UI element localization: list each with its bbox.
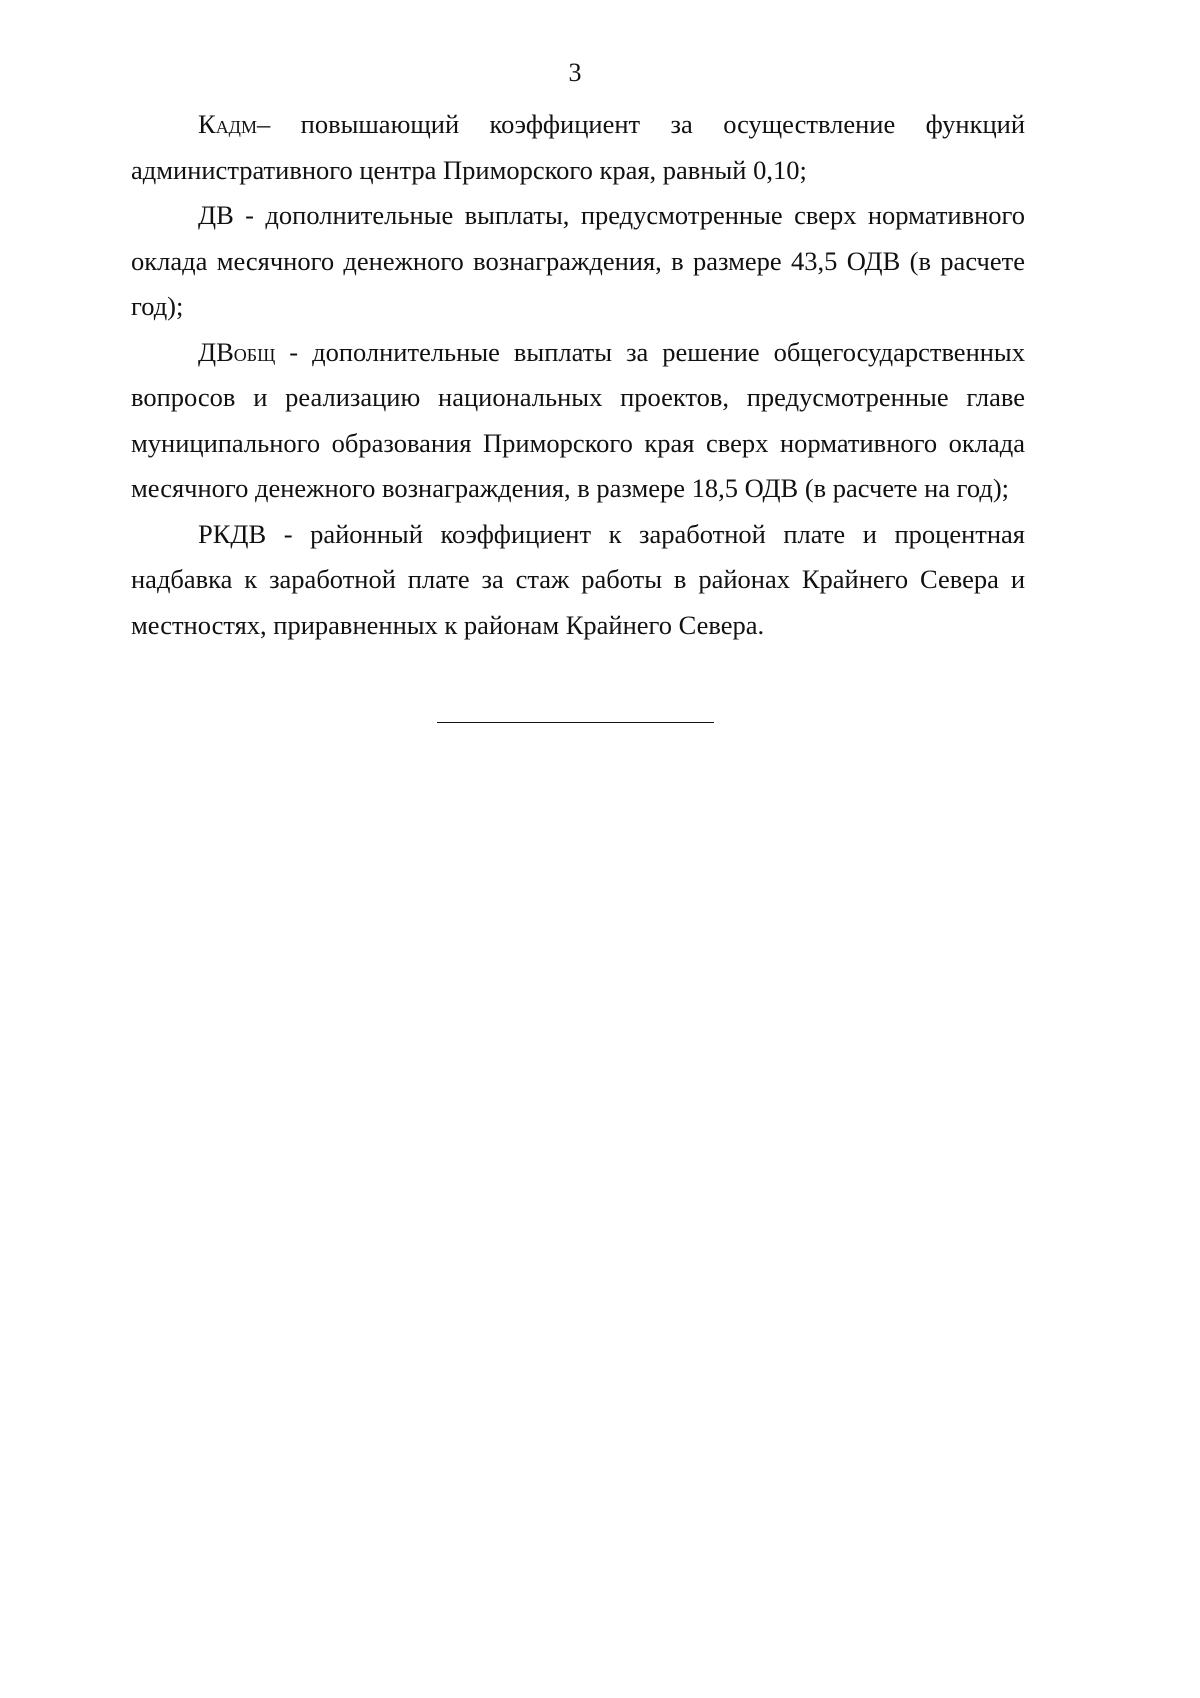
- paragraph: [131, 330, 1025, 512]
- term-subscript: ОБЩ: [233, 344, 276, 365]
- paragraph-line: [131, 603, 1025, 649]
- line-text: – повышающий коэффициент за осуществление функций: [256, 109, 1025, 139]
- term-subscript: АДМ: [215, 117, 257, 137]
- line-text: надбавка к заработной плате за стаж работы в районах Крайнего Севера и: [131, 564, 1025, 594]
- term: РКДВ: [198, 518, 267, 549]
- line-text: муниципального образования Приморского края сверх нормативного оклада: [131, 427, 1025, 458]
- term: ДВ: [198, 336, 234, 367]
- line-text: административного центра Приморского края, равный 0,10;: [131, 154, 807, 185]
- line-text: вопросов и реализацию национальных проектов, предусмотренные главе: [131, 382, 1025, 412]
- paragraph: [131, 193, 1025, 330]
- line-text: оклада месячного денежного вознаграждения, в размере 43,5 ОДВ (в расчете: [131, 245, 1025, 276]
- paragraph-line: [131, 375, 1025, 421]
- paragraph: [131, 102, 1025, 193]
- line-text: - дополнительные выплаты за решение общегосударственных: [275, 336, 1025, 367]
- paragraph-line: [131, 148, 1025, 194]
- line-text: - районный коэффициент к заработной плате и процентная: [266, 518, 1025, 549]
- line-text: - дополнительные выплаты, предусмотренные сверх нормативного: [233, 200, 1025, 230]
- line-text: местностях, приравненных к районам Крайнего Севера.: [131, 609, 765, 640]
- document-body: [131, 102, 1025, 648]
- paragraph-line: [131, 239, 1025, 285]
- paragraph: [131, 512, 1025, 649]
- page-number: 3: [568, 58, 582, 87]
- line-text: год);: [131, 291, 184, 321]
- term: ДВ: [198, 200, 234, 230]
- paragraph-line: [131, 466, 1025, 512]
- paragraph-line: [131, 284, 1025, 330]
- line-text: месячного денежного вознаграждения, в размере 18,5 ОДВ (в расчете на год);: [131, 473, 1010, 503]
- paragraph-line: [131, 193, 1025, 239]
- paragraph-line: [131, 102, 1025, 148]
- term: К: [198, 109, 216, 139]
- paragraph-line: [131, 421, 1025, 467]
- end-divider: [437, 722, 714, 723]
- paragraph-line: [131, 330, 1025, 376]
- paragraph-line: [131, 557, 1025, 603]
- paragraph-line: [131, 512, 1025, 558]
